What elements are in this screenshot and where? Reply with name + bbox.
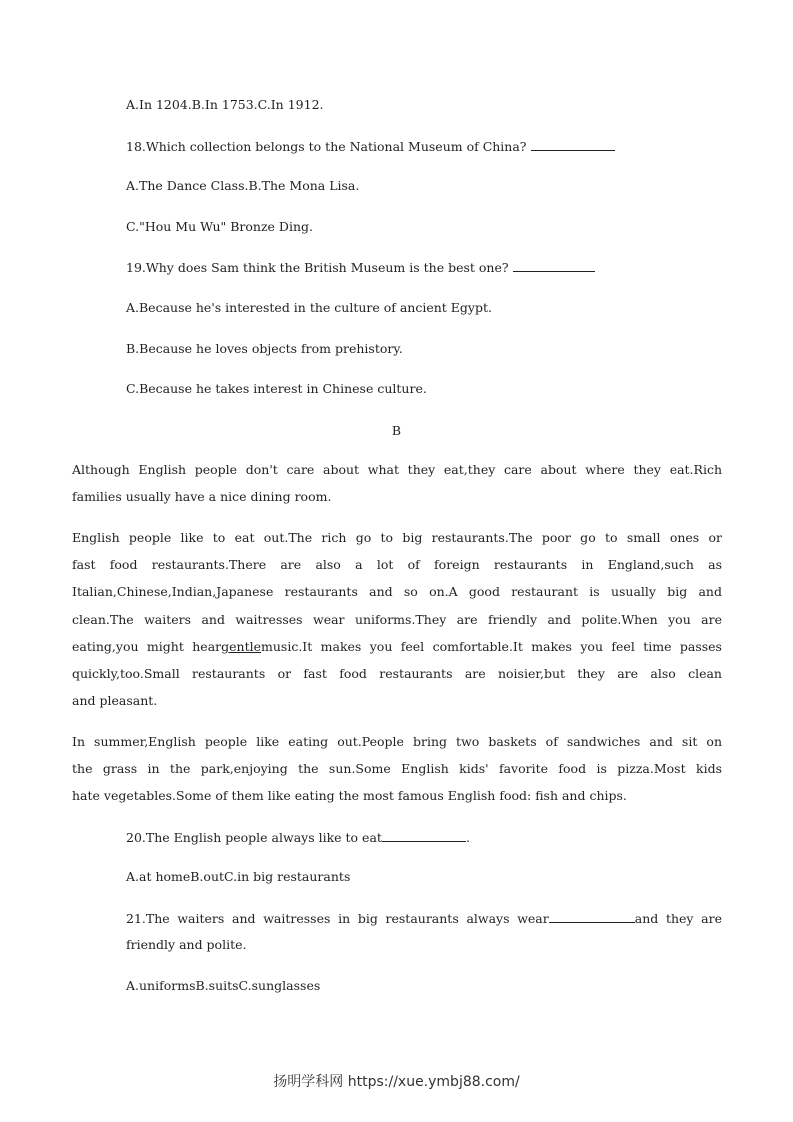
q19-question-text: 19.Why does Sam think the British Museum is the best one? bbox=[126, 260, 509, 275]
underlined-word: gentle bbox=[221, 639, 261, 654]
q21-question-cont: and they are bbox=[634, 911, 722, 926]
q19-option-a: A.Because he's interested in the culture of ancient Egypt. bbox=[126, 300, 492, 315]
q21-question-line1 bbox=[126, 910, 722, 927]
q20-options: A.at homeB.outC.in big restaurants bbox=[126, 869, 351, 884]
q19-option-b: B.Because he loves objects from prehistory. bbox=[126, 341, 403, 356]
passage-p2-line4: clean.The waiters and waitresses wear uniforms.They are friendly and polite.When you are bbox=[72, 612, 722, 627]
q20-question-end: . bbox=[465, 830, 470, 845]
q19-answer-blank[interactable] bbox=[513, 259, 595, 272]
footer-watermark: 扬明学科网 https://xue.ymbj88.com/ bbox=[273, 1074, 520, 1090]
passage-p2-line2: fast food restaurants.There are also a lot of foreign restaurants in England,such as bbox=[72, 557, 722, 572]
passage-p1-line1: Although English people don't care about what they eat,they care about where they eat.Rich bbox=[72, 462, 722, 477]
passage-p1-line2: families usually have a nice dining room. bbox=[72, 489, 332, 504]
passage-p3-line3: hate vegetables.Some of them like eating the most famous English food: fish and chips. bbox=[72, 788, 627, 803]
passage-p3-line2: the grass in the park,enjoying the sun.Some English kids' favorite food is pizza.Most kids bbox=[72, 761, 722, 776]
q21-question-line2: friendly and polite. bbox=[126, 937, 247, 952]
q19-question bbox=[126, 259, 595, 276]
q18-options-ab: A.The Dance Class.B.The Mona Lisa. bbox=[126, 178, 360, 193]
q18-question-text: 18.Which collection belongs to the National Museum of China? bbox=[126, 139, 527, 154]
passage-p2-line6: quickly,too.Small restaurants or fast food restaurants are noisier,but they are also clean bbox=[72, 666, 722, 681]
passage-p2-line3: Italian,Chinese,Indian,Japanese restaurants and so on.A good restaurant is usually big and bbox=[72, 584, 722, 599]
q21-options: A.uniformsB.suitsC.sunglasses bbox=[126, 978, 321, 993]
q21-question-text: 21.The waiters and waitresses in big restaurants always wear bbox=[126, 911, 549, 926]
q17-options: A.In 1204.B.In 1753.C.In 1912. bbox=[126, 97, 324, 112]
q20-question-text: 20.The English people always like to eat bbox=[126, 830, 382, 845]
section-heading: B bbox=[391, 423, 402, 438]
passage-p2-line5-start: eating,you might hear bbox=[72, 639, 222, 654]
q18-option-c: C."Hou Mu Wu" Bronze Ding. bbox=[126, 219, 313, 234]
passage-p2-line5-end: music.It makes you feel comfortable.It makes you feel time passes bbox=[261, 639, 722, 654]
q19-option-c: C.Because he takes interest in Chinese culture. bbox=[126, 381, 427, 396]
passage-p2-line7: and pleasant. bbox=[72, 693, 158, 708]
passage-p3-line1: In summer,English people like eating out.People bring two baskets of sandwiches and sit on bbox=[72, 734, 722, 749]
q18-question bbox=[126, 138, 615, 155]
q20-question bbox=[126, 829, 470, 846]
passage-p2-line5 bbox=[72, 639, 722, 655]
q20-answer-blank[interactable] bbox=[382, 829, 466, 842]
passage-p2-line1: English people like to eat out.The rich go to big restaurants.The poor go to small ones or bbox=[72, 530, 722, 545]
q18-answer-blank[interactable] bbox=[531, 138, 615, 151]
q21-answer-blank[interactable] bbox=[549, 910, 635, 923]
